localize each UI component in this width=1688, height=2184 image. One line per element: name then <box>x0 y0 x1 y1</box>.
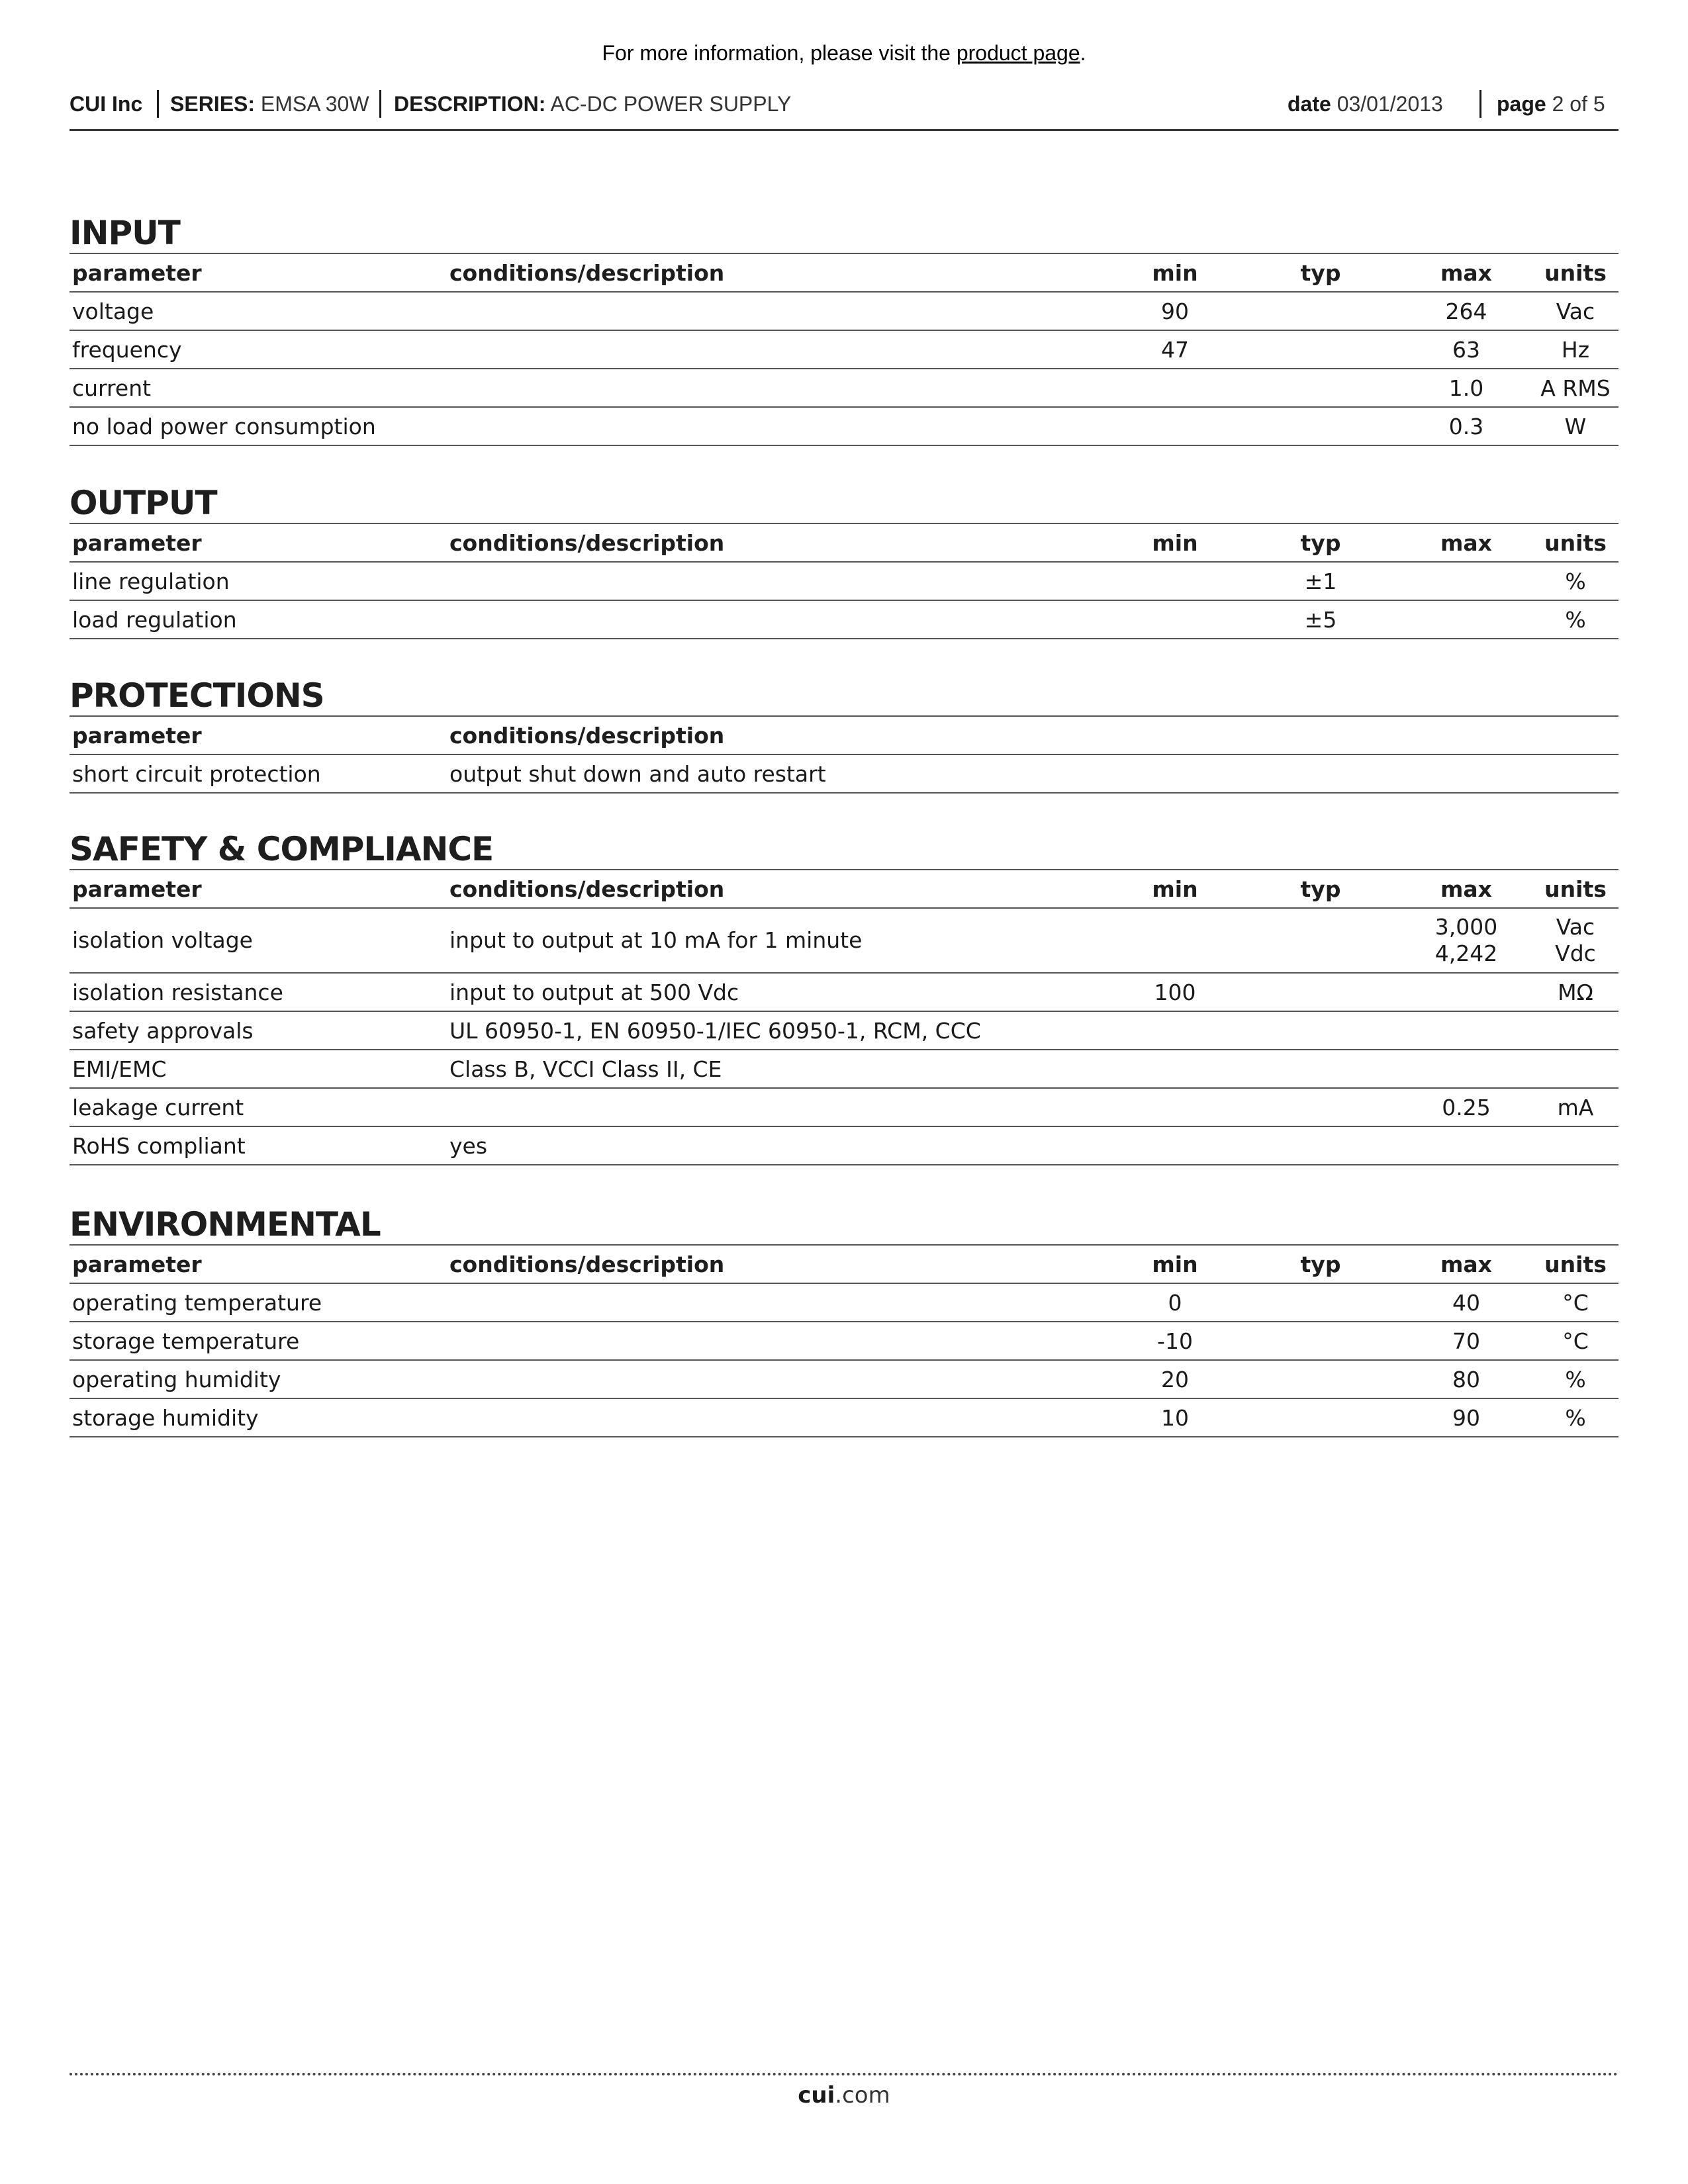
conditions-cell: input to output at 10 mA for 1 minute <box>447 908 1109 973</box>
table-header-row <box>70 870 1618 908</box>
max-cell <box>1400 908 1532 973</box>
section-title: PROTECTIONS <box>70 676 324 715</box>
col-max: max <box>1400 870 1532 908</box>
conditions-cell <box>447 1398 1109 1437</box>
header-divider <box>379 90 381 118</box>
units-cell: Vac <box>1532 292 1618 330</box>
parameter-cell: RoHS compliant <box>70 1126 447 1165</box>
units-cell: °C <box>1532 1283 1618 1322</box>
safety-section <box>70 829 1618 1165</box>
col-max: max <box>1400 253 1532 292</box>
table-row <box>70 562 1618 600</box>
min-cell: 47 <box>1109 330 1241 369</box>
table-row <box>70 369 1618 407</box>
unit-ac: Vac <box>1556 914 1595 940</box>
min-cell <box>1109 908 1241 973</box>
units-cell: MΩ <box>1532 973 1618 1011</box>
col-parameter: parameter <box>70 716 447 754</box>
conditions-cell <box>447 1322 1109 1360</box>
max-cell: 40 <box>1400 1283 1532 1322</box>
min-cell: 20 <box>1109 1360 1241 1398</box>
parameter-cell: EMI/EMC <box>70 1050 447 1088</box>
conditions-cell: Class B, VCCI Class II, CE <box>447 1050 1109 1088</box>
min-cell: 10 <box>1109 1398 1241 1437</box>
col-parameter: parameter <box>70 1245 447 1283</box>
max-cell <box>1400 1126 1532 1165</box>
typ-cell <box>1241 407 1400 445</box>
typ-cell <box>1241 330 1400 369</box>
units-cell: % <box>1532 1398 1618 1437</box>
units-cell: mA <box>1532 1088 1618 1126</box>
protections-table <box>70 715 1618 794</box>
input-section <box>70 213 1618 446</box>
typ-cell <box>1241 1050 1400 1088</box>
input-table <box>70 253 1618 446</box>
max-cell <box>1400 562 1532 600</box>
typ-cell <box>1241 1283 1400 1322</box>
parameter-cell: isolation voltage <box>70 908 447 973</box>
units-cell <box>1532 1011 1618 1050</box>
table-row <box>70 407 1618 445</box>
parameter-cell: short circuit protection <box>70 754 447 793</box>
conditions-cell <box>447 1088 1109 1126</box>
table-header-row <box>70 716 1618 754</box>
col-parameter: parameter <box>70 523 447 562</box>
max-value-dc: 4,242 <box>1434 940 1498 966</box>
table-row <box>70 600 1618 639</box>
conditions-cell <box>447 369 1109 407</box>
typ-cell <box>1241 973 1400 1011</box>
parameter-cell: load regulation <box>70 600 447 639</box>
col-units: units <box>1532 253 1618 292</box>
conditions-cell <box>447 407 1109 445</box>
protections-section <box>70 676 1618 794</box>
max-cell: 1.0 <box>1400 369 1532 407</box>
parameter-cell: storage temperature <box>70 1322 447 1360</box>
conditions-cell <box>447 1360 1109 1398</box>
min-cell: -10 <box>1109 1322 1241 1360</box>
max-cell <box>1400 600 1532 639</box>
conditions-cell <box>447 1283 1109 1322</box>
col-units: units <box>1532 1245 1618 1283</box>
table-row <box>70 1011 1618 1050</box>
conditions-cell: output shut down and auto restart <box>447 754 1109 793</box>
col-conditions: conditions/description <box>447 870 1109 908</box>
typ-cell <box>1241 1126 1400 1165</box>
col-units: units <box>1532 870 1618 908</box>
parameter-cell: operating humidity <box>70 1360 447 1398</box>
conditions-cell: UL 60950-1, EN 60950-1/IEC 60950-1, RCM, CCC <box>447 1011 1109 1050</box>
parameter-cell: operating temperature <box>70 1283 447 1322</box>
parameter-cell: isolation resistance <box>70 973 447 1011</box>
notice-suffix: . <box>1080 41 1086 65</box>
max-cell: 90 <box>1400 1398 1532 1437</box>
company-name: CUI Inc <box>70 92 143 116</box>
table-header-row <box>70 253 1618 292</box>
units-cell: % <box>1532 600 1618 639</box>
min-cell <box>1109 562 1241 600</box>
table-header-row <box>70 523 1618 562</box>
parameter-cell: voltage <box>70 292 447 330</box>
min-cell: 100 <box>1109 973 1241 1011</box>
col-min: min <box>1109 253 1241 292</box>
max-cell: 264 <box>1400 292 1532 330</box>
section-title: OUTPUT <box>70 484 217 522</box>
table-row <box>70 330 1618 369</box>
conditions-cell <box>447 330 1109 369</box>
header-divider <box>1479 90 1481 118</box>
typ-cell <box>1241 1088 1400 1126</box>
max-cell: 0.25 <box>1400 1088 1532 1126</box>
units-cell: Hz <box>1532 330 1618 369</box>
max-cell: 70 <box>1400 1322 1532 1360</box>
typ-cell <box>1241 369 1400 407</box>
col-min: min <box>1109 1245 1241 1283</box>
col-conditions: conditions/description <box>447 523 1109 562</box>
table-row <box>70 1360 1618 1398</box>
output-table <box>70 523 1618 639</box>
table-row <box>70 1398 1618 1437</box>
series-field: SERIES: EMSA 30W <box>170 92 369 116</box>
col-conditions: conditions/description <box>447 253 1109 292</box>
units-cell <box>1532 908 1618 973</box>
min-cell <box>1109 1088 1241 1126</box>
conditions-cell: input to output at 500 Vdc <box>447 973 1109 1011</box>
environmental-table <box>70 1244 1618 1437</box>
units-cell: A RMS <box>1532 369 1618 407</box>
units-cell: °C <box>1532 1322 1618 1360</box>
product-page-link[interactable]: product page <box>956 41 1080 65</box>
parameter-cell: current <box>70 369 447 407</box>
max-cell: 0.3 <box>1400 407 1532 445</box>
max-cell: 63 <box>1400 330 1532 369</box>
header-divider <box>157 90 159 118</box>
col-parameter: parameter <box>70 870 447 908</box>
min-cell <box>1109 600 1241 639</box>
typ-cell <box>1241 1011 1400 1050</box>
table-row <box>70 1126 1618 1165</box>
typ-cell <box>1241 1398 1400 1437</box>
max-cell: 80 <box>1400 1360 1532 1398</box>
units-cell: % <box>1532 562 1618 600</box>
table-row <box>70 754 1618 793</box>
header-rule <box>70 129 1618 131</box>
output-section <box>70 483 1618 639</box>
min-cell <box>1109 1050 1241 1088</box>
section-title: SAFETY & COMPLIANCE <box>70 830 494 868</box>
parameter-cell: storage humidity <box>70 1398 447 1437</box>
max-cell <box>1400 973 1532 1011</box>
parameter-cell: no load power consumption <box>70 407 447 445</box>
typ-cell <box>1241 292 1400 330</box>
min-cell: 90 <box>1109 292 1241 330</box>
parameter-cell: line regulation <box>70 562 447 600</box>
table-row <box>70 908 1618 973</box>
description-field: DESCRIPTION: AC-DC POWER SUPPLY <box>394 92 792 116</box>
footer-rule <box>70 2073 1618 2075</box>
unit-dc: Vdc <box>1555 940 1596 966</box>
document-header <box>70 87 1618 120</box>
footer-website-link[interactable] <box>0 2082 1688 2109</box>
parameter-cell: safety approvals <box>70 1011 447 1050</box>
parameter-cell: frequency <box>70 330 447 369</box>
min-cell <box>1109 407 1241 445</box>
col-parameter: parameter <box>70 253 447 292</box>
units-cell <box>1532 1050 1618 1088</box>
col-typ: typ <box>1241 870 1400 908</box>
table-row <box>70 1322 1618 1360</box>
col-conditions: conditions/description <box>447 1245 1109 1283</box>
conditions-cell <box>447 600 1109 639</box>
typ-cell: ±1 <box>1241 562 1400 600</box>
col-typ: typ <box>1241 253 1400 292</box>
min-cell <box>1109 1126 1241 1165</box>
col-units: units <box>1532 523 1618 562</box>
typ-cell <box>1241 1322 1400 1360</box>
conditions-cell <box>447 562 1109 600</box>
col-typ: typ <box>1241 1245 1400 1283</box>
units-cell: % <box>1532 1360 1618 1398</box>
section-title: INPUT <box>70 214 180 252</box>
min-cell <box>1109 1011 1241 1050</box>
table-row <box>70 1050 1618 1088</box>
parameter-cell: leakage current <box>70 1088 447 1126</box>
table-row <box>70 973 1618 1011</box>
typ-cell <box>1241 908 1400 973</box>
units-cell <box>1532 1126 1618 1165</box>
table-header-row <box>70 1245 1618 1283</box>
notice-prefix: For more information, please visit the <box>602 41 957 65</box>
typ-cell: ±5 <box>1241 600 1400 639</box>
max-cell <box>1400 1011 1532 1050</box>
col-min: min <box>1109 523 1241 562</box>
section-title: ENVIRONMENTAL <box>70 1205 381 1244</box>
col-min: min <box>1109 870 1241 908</box>
page-field: page 2 of 5 <box>1497 92 1605 116</box>
safety-table <box>70 869 1618 1165</box>
info-notice <box>0 41 1688 66</box>
units-cell: W <box>1532 407 1618 445</box>
footer-domain: .com <box>835 2082 890 2109</box>
col-max: max <box>1400 523 1532 562</box>
environmental-section <box>70 1205 1618 1437</box>
conditions-cell: yes <box>447 1126 1109 1165</box>
col-typ: typ <box>1241 523 1400 562</box>
table-row <box>70 1088 1618 1126</box>
table-row <box>70 292 1618 330</box>
max-value-ac: 3,000 <box>1434 914 1498 940</box>
table-row <box>70 1283 1618 1322</box>
min-cell <box>1109 369 1241 407</box>
date-field: date 03/01/2013 <box>1288 92 1443 116</box>
typ-cell <box>1241 1360 1400 1398</box>
col-max: max <box>1400 1245 1532 1283</box>
max-cell <box>1400 1050 1532 1088</box>
conditions-cell <box>447 292 1109 330</box>
footer-brand: cui <box>798 2082 835 2109</box>
min-cell: 0 <box>1109 1283 1241 1322</box>
col-conditions: conditions/description <box>447 716 1109 754</box>
